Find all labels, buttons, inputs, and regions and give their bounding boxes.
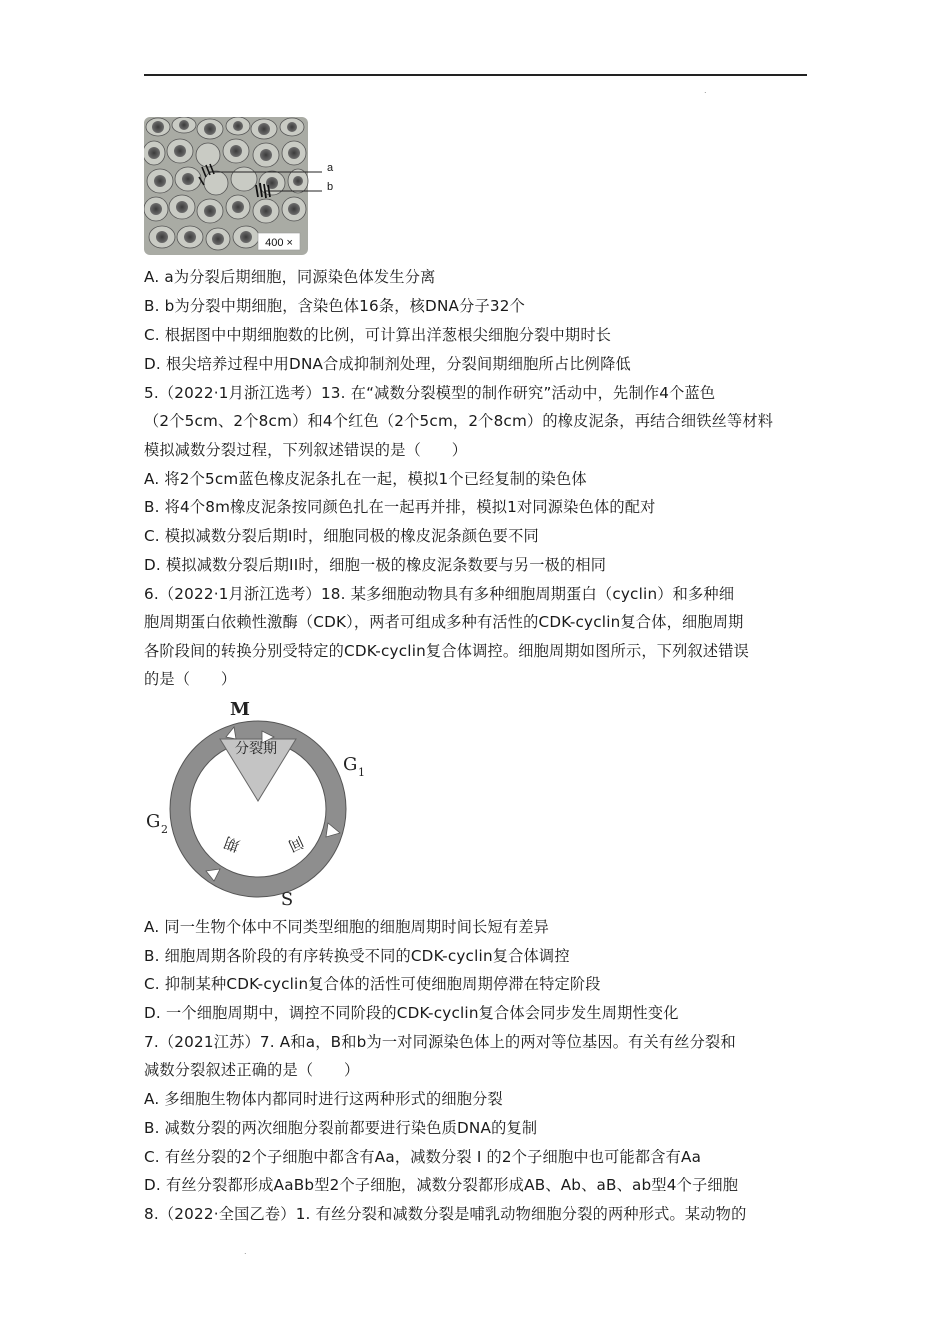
q6-option-c: C. 抑制某种CDK-cyclin复合体的活性可使细胞周期停滞在特定阶段 <box>144 975 601 993</box>
q6-stem-line-2: 胞周期蛋白依赖性激酶（CDK），两者可组成多种有活性的CDK-cyclin复合体，细胞周期 <box>144 613 744 631</box>
q4-option-b: B. b为分裂中期细胞，含染色体16条，核DNA分子32个 <box>144 297 525 315</box>
q7-option-d: D. 有丝分裂都形成AaBb型2个子细胞，减数分裂都形成AB、Ab、aB、ab型4个子细胞 <box>144 1176 739 1194</box>
label-g1: G <box>343 754 358 775</box>
q7-stem-line-1: 7.（2021江苏）7. A和a，B和b为一对同源染色体上的两对等位基因。有关有丝分裂和 <box>144 1033 736 1051</box>
interphase-char-1: 期 <box>221 832 243 856</box>
q7-option-a: A. 多细胞生物体内都同时进行这两种形式的细胞分裂 <box>144 1090 503 1108</box>
q7-option-c: C. 有丝分裂的2个子细胞中都含有Aa，减数分裂 Ⅰ 的2个子细胞中也可能都含有Aa <box>144 1148 702 1166</box>
q5-option-c: C. 模拟减数分裂后期I时，细胞同极的橡皮泥条颜色要不同 <box>144 527 539 545</box>
q6-option-d: D. 一个细胞周期中，调控不同阶段的CDK-cyclin复合体会同步发生周期性变化 <box>144 1004 679 1022</box>
q7-option-b: B. 减数分裂的两次细胞分裂前都要进行染色质DNA的复制 <box>144 1119 538 1137</box>
label-g2: G <box>146 811 161 832</box>
header-dot: . <box>704 86 707 95</box>
magnification-label: 400 × <box>265 237 293 249</box>
q5-option-b: B. 将4个8m橡皮泥条按同颜色扎在一起再并排，模拟1对同源染色体的配对 <box>144 498 656 516</box>
q6-stem-line-1: 6.（2022·1月浙江选考）18. 某多细胞动物具有多种细胞周期蛋白（cyclin）和多种细 <box>144 585 735 603</box>
interphase-char-2: 间 <box>285 832 307 856</box>
q5-option-d: D. 模拟减数分裂后期II时，细胞一极的橡皮泥条数要与另一极的相同 <box>144 556 607 574</box>
header-rule <box>144 74 807 76</box>
label-m: M <box>230 699 250 720</box>
q6-option-b: B. 细胞周期各阶段的有序转换受不同的CDK-cyclin复合体调控 <box>144 947 570 965</box>
q5-stem-line-2: （2个5cm、2个8cm）和4个红色（2个5cm，2个8cm）的橡皮泥条，再结合细铁丝等材料 <box>144 412 774 430</box>
label-g1-subscript: 1 <box>358 766 365 779</box>
q5-stem-line-1: 5.（2022·1月浙江选考）13. 在“减数分裂模型的制作研究”活动中，先制作4个蓝色 <box>144 384 716 402</box>
division-phase-label: 分裂期 <box>235 741 277 757</box>
footer-dot: . <box>244 1247 247 1256</box>
q5-stem-line-3: 模拟减数分裂过程，下列叙述错误的是（ ） <box>144 441 468 459</box>
label-b: b <box>327 181 334 193</box>
q4-option-a: A. a为分裂后期细胞，同源染色体发生分离 <box>144 268 436 286</box>
q4-option-d: D. 根尖培养过程中用DNA合成抑制剂处理，分裂间期细胞所占比例降低 <box>144 355 631 373</box>
q6-option-a: A. 同一生物个体中不同类型细胞的细胞周期时间长短有差异 <box>144 918 550 936</box>
q7-stem-line-2: 减数分裂叙述正确的是（ ） <box>144 1061 360 1079</box>
onion-root-tip-micrograph <box>144 117 324 255</box>
cell-cycle-diagram <box>140 695 380 910</box>
q6-stem-line-4: 的是（ ） <box>144 670 237 688</box>
q4-option-c: C. 根据图中中期细胞数的比例，可计算出洋葱根尖细胞分裂中期时长 <box>144 326 612 344</box>
q5-option-a: A. 将2个5cm蓝色橡皮泥条扎在一起，模拟1个已经复制的染色体 <box>144 470 587 488</box>
q8-stem-line-1: 8.（2022·全国乙卷）1. 有丝分裂和减数分裂是哺乳动物细胞分裂的两种形式。某动物的 <box>144 1205 747 1223</box>
label-a: a <box>327 162 334 174</box>
q6-stem-line-3: 各阶段间的转换分别受特定的CDK-cyclin复合体调控。细胞周期如图所示，下列叙述错误 <box>144 642 750 660</box>
label-g2-subscript: 2 <box>161 823 168 836</box>
label-s: S <box>280 889 294 910</box>
